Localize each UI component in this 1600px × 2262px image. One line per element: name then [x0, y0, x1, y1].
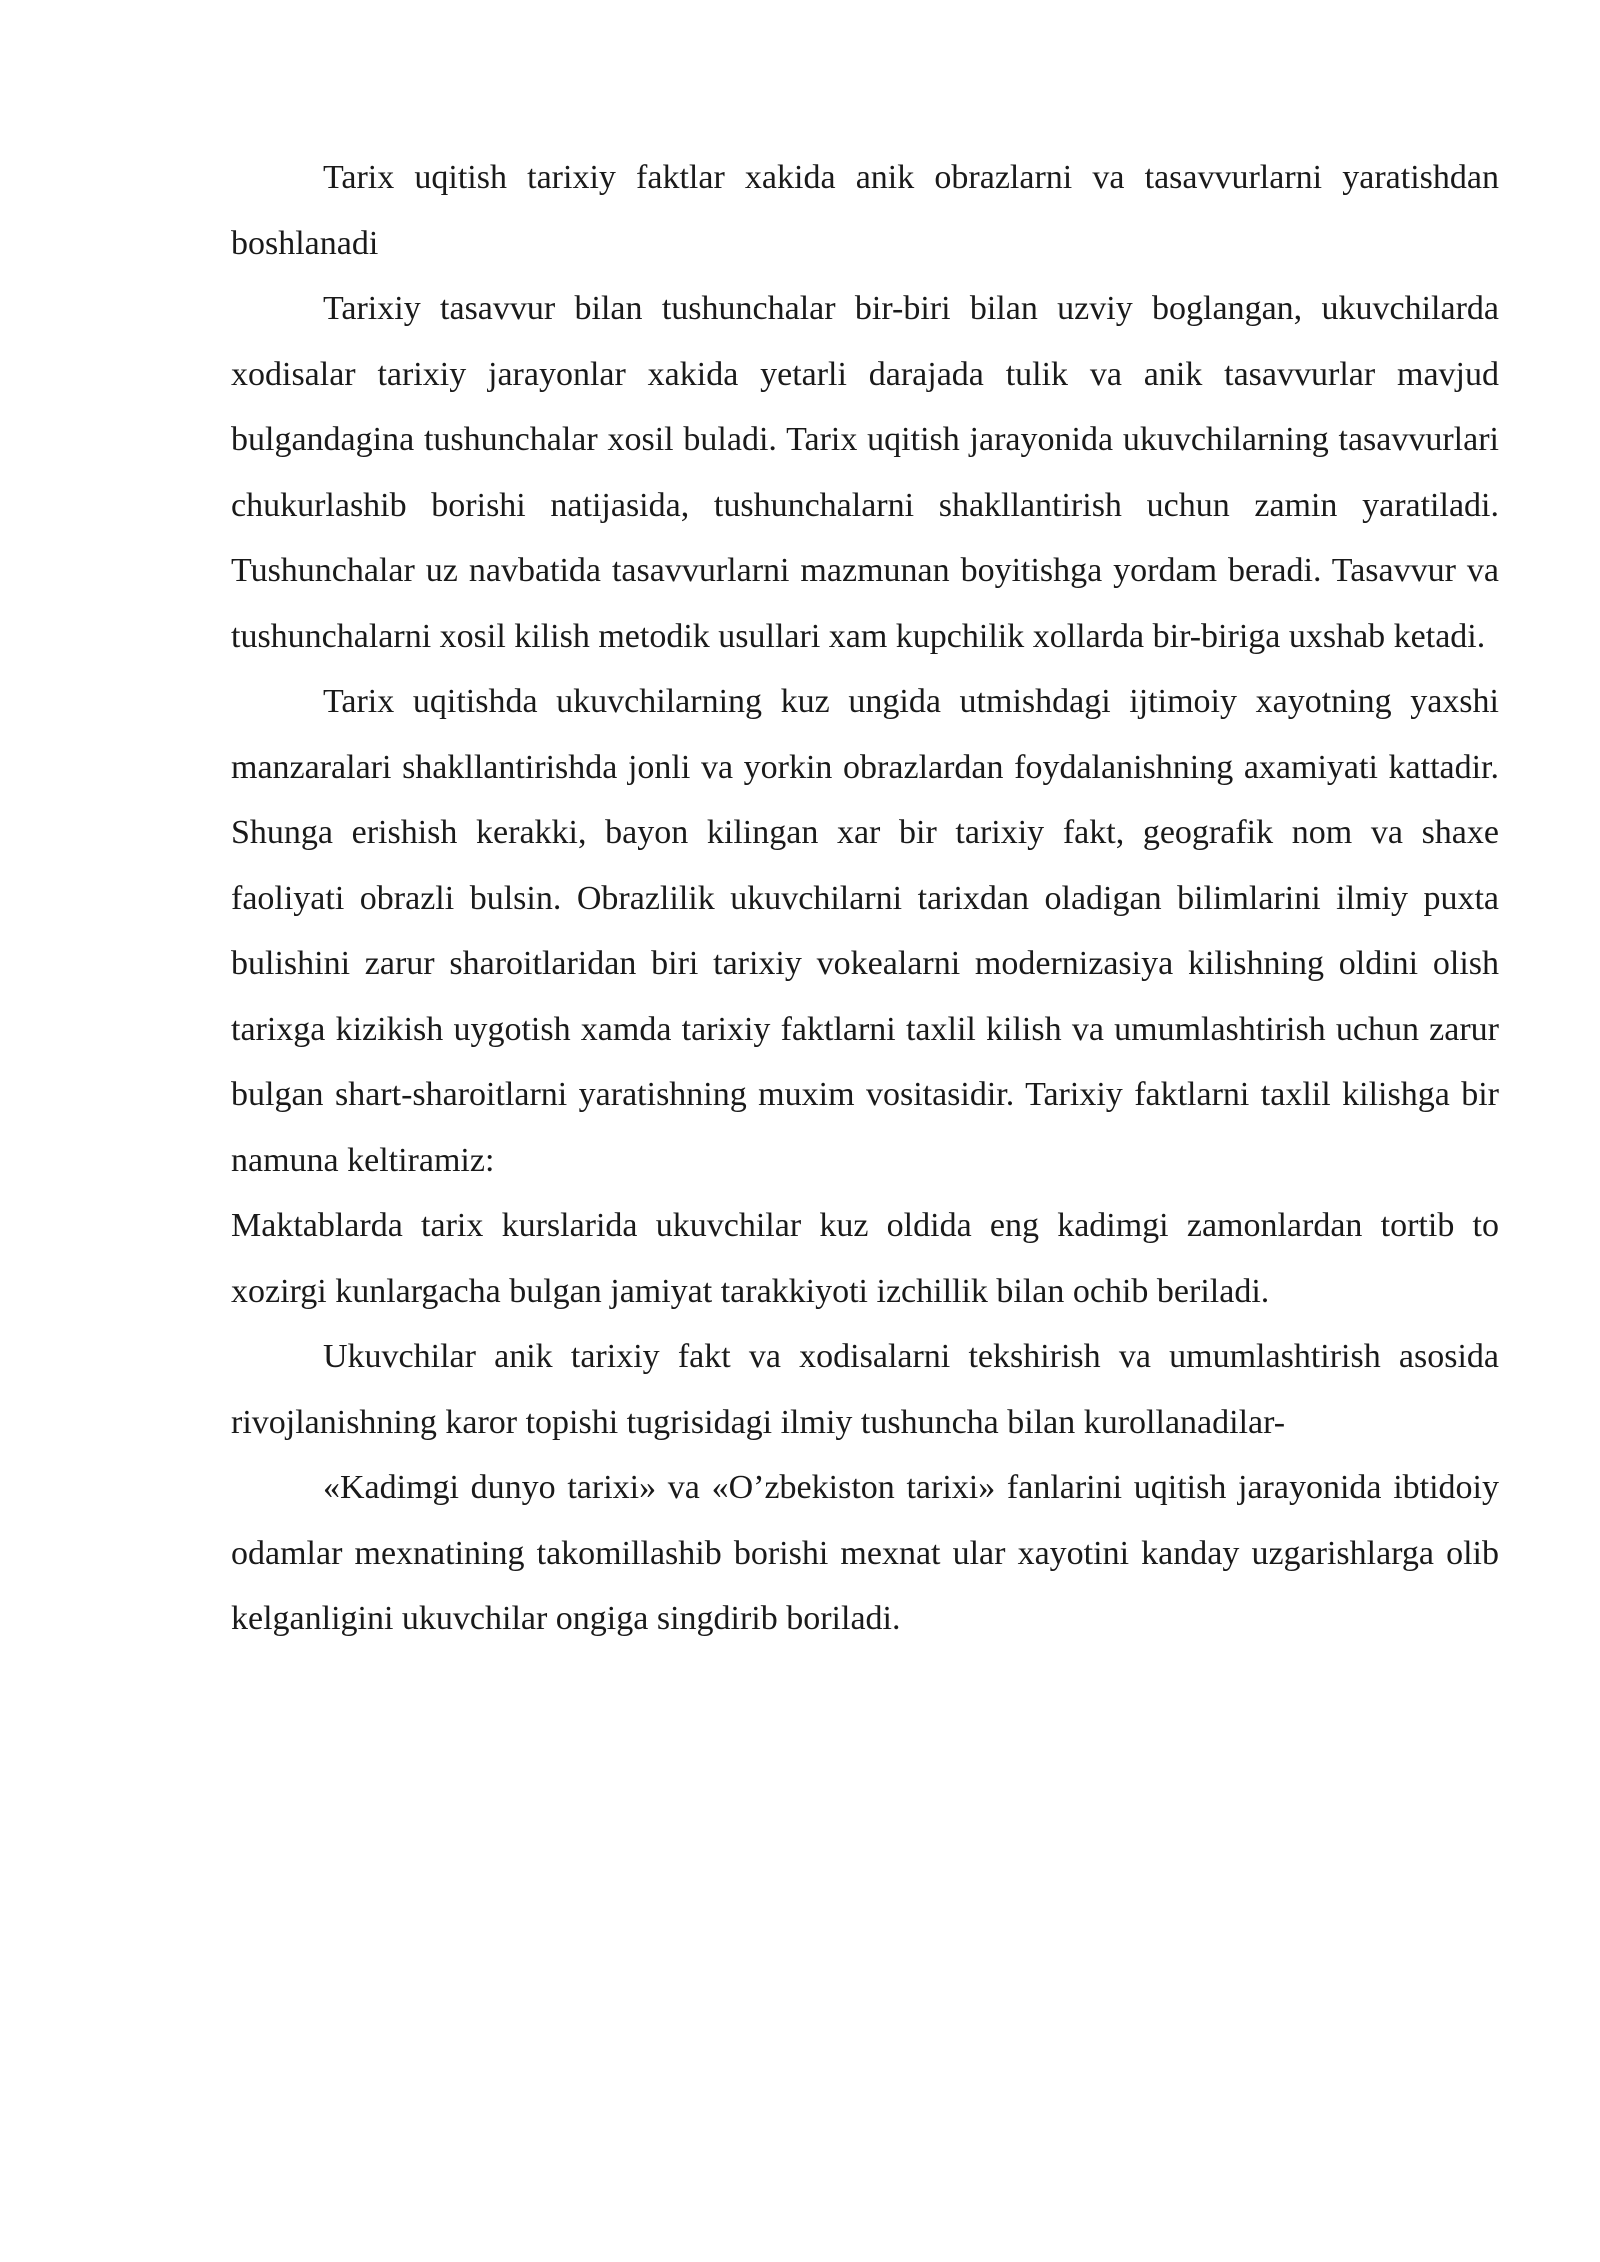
paragraph-6: «Kadimgi dunyo tarixi» va «O’zbekiston tarixi» fanlarini uqitish jarayonida ibtidoiy odamlar mexnatining takomillashib borishi mexnat ular xayotini kanday uzgarishlarga olib kelganligini ukuvchilar ongiga singdirib boriladi.	[231, 1469, 1499, 1637]
document-body	[231, 145, 1499, 1652]
paragraph-1: Tarix uqitish tarixiy faktlar xakida anik obrazlarni va tasavvurlarni yaratishdan boshlanadi	[231, 159, 1499, 262]
paragraph-3: Tarix uqitishda ukuvchilarning kuz ungida utmishdagi ijtimoiy xayotning yaxshi manzaralari shakllantirishda jonli va yorkin obrazlardan foydalanishning axamiyati kattadir. Shunga erishish kerakki, bayon kilingan xar bir tarixiy fakt, geografik nom va shaxe faoliyati obrazli bulsin. Obrazlilik ukuvchilarni tarixdan oladigan bilimlarini ilmiy puxta bulishini zarur sharoitlaridan biri tarixiy vokealarni modernizasiya kilishning oldini olish tarixga kizikish uygotish xamda tarixiy faktlarni taxlil kilish va umumlashtirish uchun zarur bulgan shart-sharoitlarni yaratishning muxim vositasidir. Tarixiy faktlarni taxlil kilishga bir namuna keltiramiz:	[231, 683, 1499, 1179]
paragraph-5: Ukuvchilar anik tarixiy fakt va xodisalarni tekshirish va umumlashtirish asosida rivojlanishning karor topishi tugrisidagi ilmiy tushuncha bilan kurollanadilar-	[231, 1338, 1499, 1441]
paragraph-4: Maktablarda tarix kurslarida ukuvchilar kuz oldida eng kadimgi zamonlardan tortib to xozirgi kunlargacha bulgan jamiyat tarakkiyoti izchillik bilan ochib beriladi.	[231, 1207, 1499, 1310]
paragraph-2: Tarixiy tasavvur bilan tushunchalar bir-biri bilan uzviy boglangan, ukuvchilarda xodisalar tarixiy jarayonlar xakida yetarli darajada tulik va anik tasavvurlar mavjud bulgandagina tushunchalar xosil buladi. Tarix uqitish jarayonida ukuvchilarning tasavvurlari chukurlashib borishi natijasida, tushunchalarni shakllantirish uchun zamin yaratiladi. Tushunchalar uz navbatida tasavvurlarni mazmunan boyitishga yordam beradi. Tasavvur va tushunchalarni xosil kilish metodik usullari xam kupchilik xollarda bir-biriga uxshab ketadi.	[231, 290, 1499, 655]
